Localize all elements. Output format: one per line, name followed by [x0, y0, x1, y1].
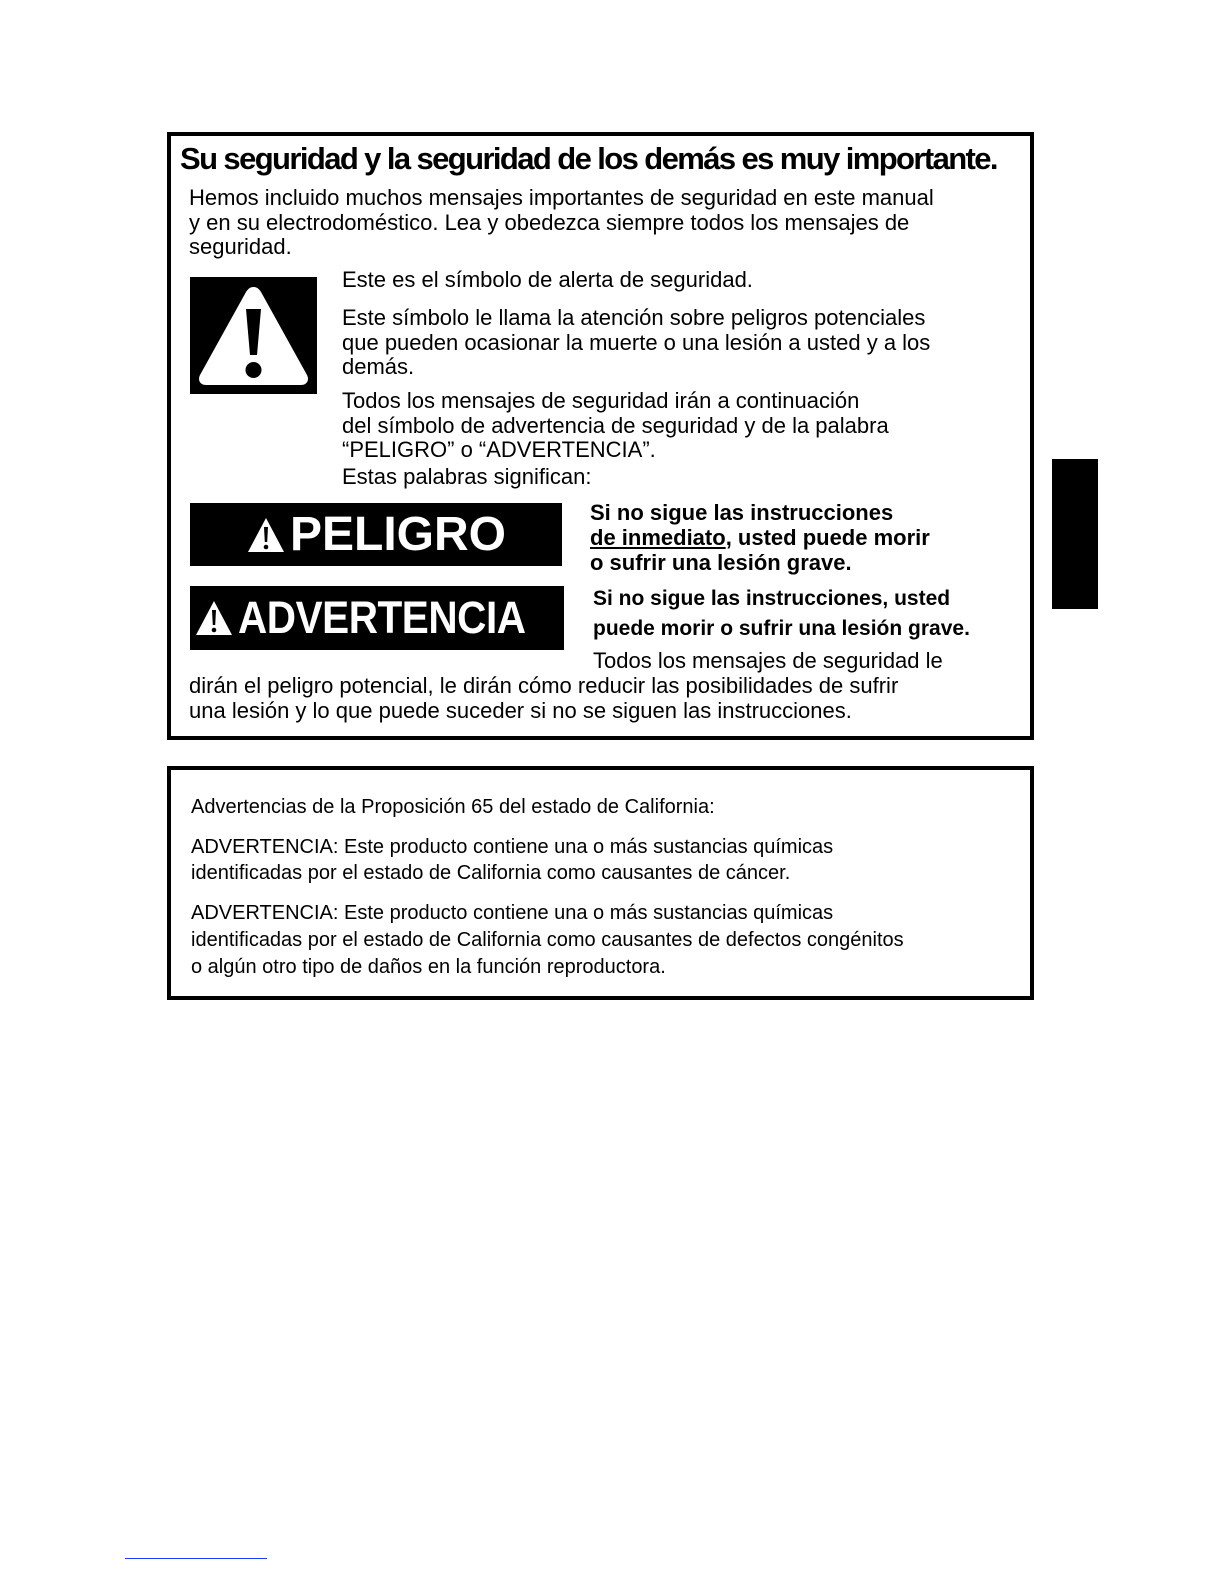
peligro-signal [190, 503, 562, 566]
closing-line: Todos los mensajes de seguridad le [593, 648, 943, 673]
safety-alert-triangle-icon [190, 277, 317, 394]
warning-triangle-icon [194, 599, 234, 637]
symbol-line: Este es el símbolo de alerta de seguridad. [342, 267, 753, 292]
closing-rest [189, 674, 898, 723]
prop65-line: ADVERTENCIA: Este producto contiene una o más sustancias químicas [191, 836, 834, 858]
messages-desc-line: del símbolo de advertencia de seguridad y de la palabra [342, 412, 889, 438]
safety-title: Su seguridad y la seguridad de los demás es muy importante. [180, 141, 997, 176]
advertencia-label: ADVERTENCIA [238, 592, 526, 643]
symbol-description [342, 306, 930, 380]
peligro-text-line: Si no sigue las instrucciones [590, 500, 894, 525]
messages-desc-line: Todos los mensajes de seguridad irán a continuación [342, 388, 860, 413]
section-tab-marker [1052, 459, 1098, 609]
prop65-warning-cancer [191, 834, 833, 886]
advertencia-text-line: Si no sigue las instrucciones, usted [593, 587, 951, 610]
advertencia-signal [190, 586, 564, 650]
messages-description [342, 389, 889, 463]
prop65-heading: Advertencias de la Proposición 65 del estado de California: [191, 796, 715, 818]
messages-desc-line: “PELIGRO” o “ADVERTENCIA”. [342, 437, 656, 462]
closing-text-line: una lesión y lo que puede suceder si no se siguen las instrucciones. [189, 697, 852, 723]
prop65-warning-reproductive [191, 900, 904, 981]
symbol-desc-line: que pueden ocasionar la muerte o una lesión a usted y a los [342, 329, 931, 355]
peligro-text-line [590, 525, 930, 550]
symbol-desc-line: Este símbolo le llama la atención sobre peligros potenciales [342, 305, 926, 330]
intro-line: Hemos incluido muchos mensajes importantes de seguridad en este manual [189, 185, 934, 210]
prop65-line: o algún otro tipo de daños en la función reproductora. [191, 956, 666, 978]
prop65-line: identificadas por el estado de California como causantes de cáncer. [191, 862, 791, 884]
closing-text-line: dirán el peligro potencial, le dirán cómo reducir las posibilidades de sufrir [189, 673, 899, 698]
prop65-line: identificadas por el estado de California como causantes de defectos congénitos [191, 929, 904, 951]
peligro-line2-rest: , usted puede morir [725, 525, 930, 550]
intro-line: y en su electrodoméstico. Lea y obedezca siempre todos los mensajes de [189, 209, 910, 235]
peligro-text [590, 500, 930, 575]
immediate-underlined: de inmediato [590, 525, 726, 550]
advertencia-text-line: puede morir o sufrir una lesión grave. [593, 617, 970, 640]
prop65-line: ADVERTENCIA: Este producto contiene una o más sustancias químicas [191, 902, 834, 924]
safety-alert-symbol [190, 277, 317, 394]
safety-intro [189, 186, 934, 260]
words-mean: Estas palabras significan: [342, 464, 592, 489]
footer-rule [125, 1558, 267, 1559]
peligro-text-line: o sufrir una lesión grave. [590, 550, 852, 575]
intro-line: seguridad. [189, 234, 292, 259]
advertencia-text [593, 584, 970, 644]
warning-triangle-icon [246, 516, 286, 554]
symbol-desc-line: demás. [342, 354, 415, 379]
peligro-label: PELIGRO [289, 508, 507, 561]
